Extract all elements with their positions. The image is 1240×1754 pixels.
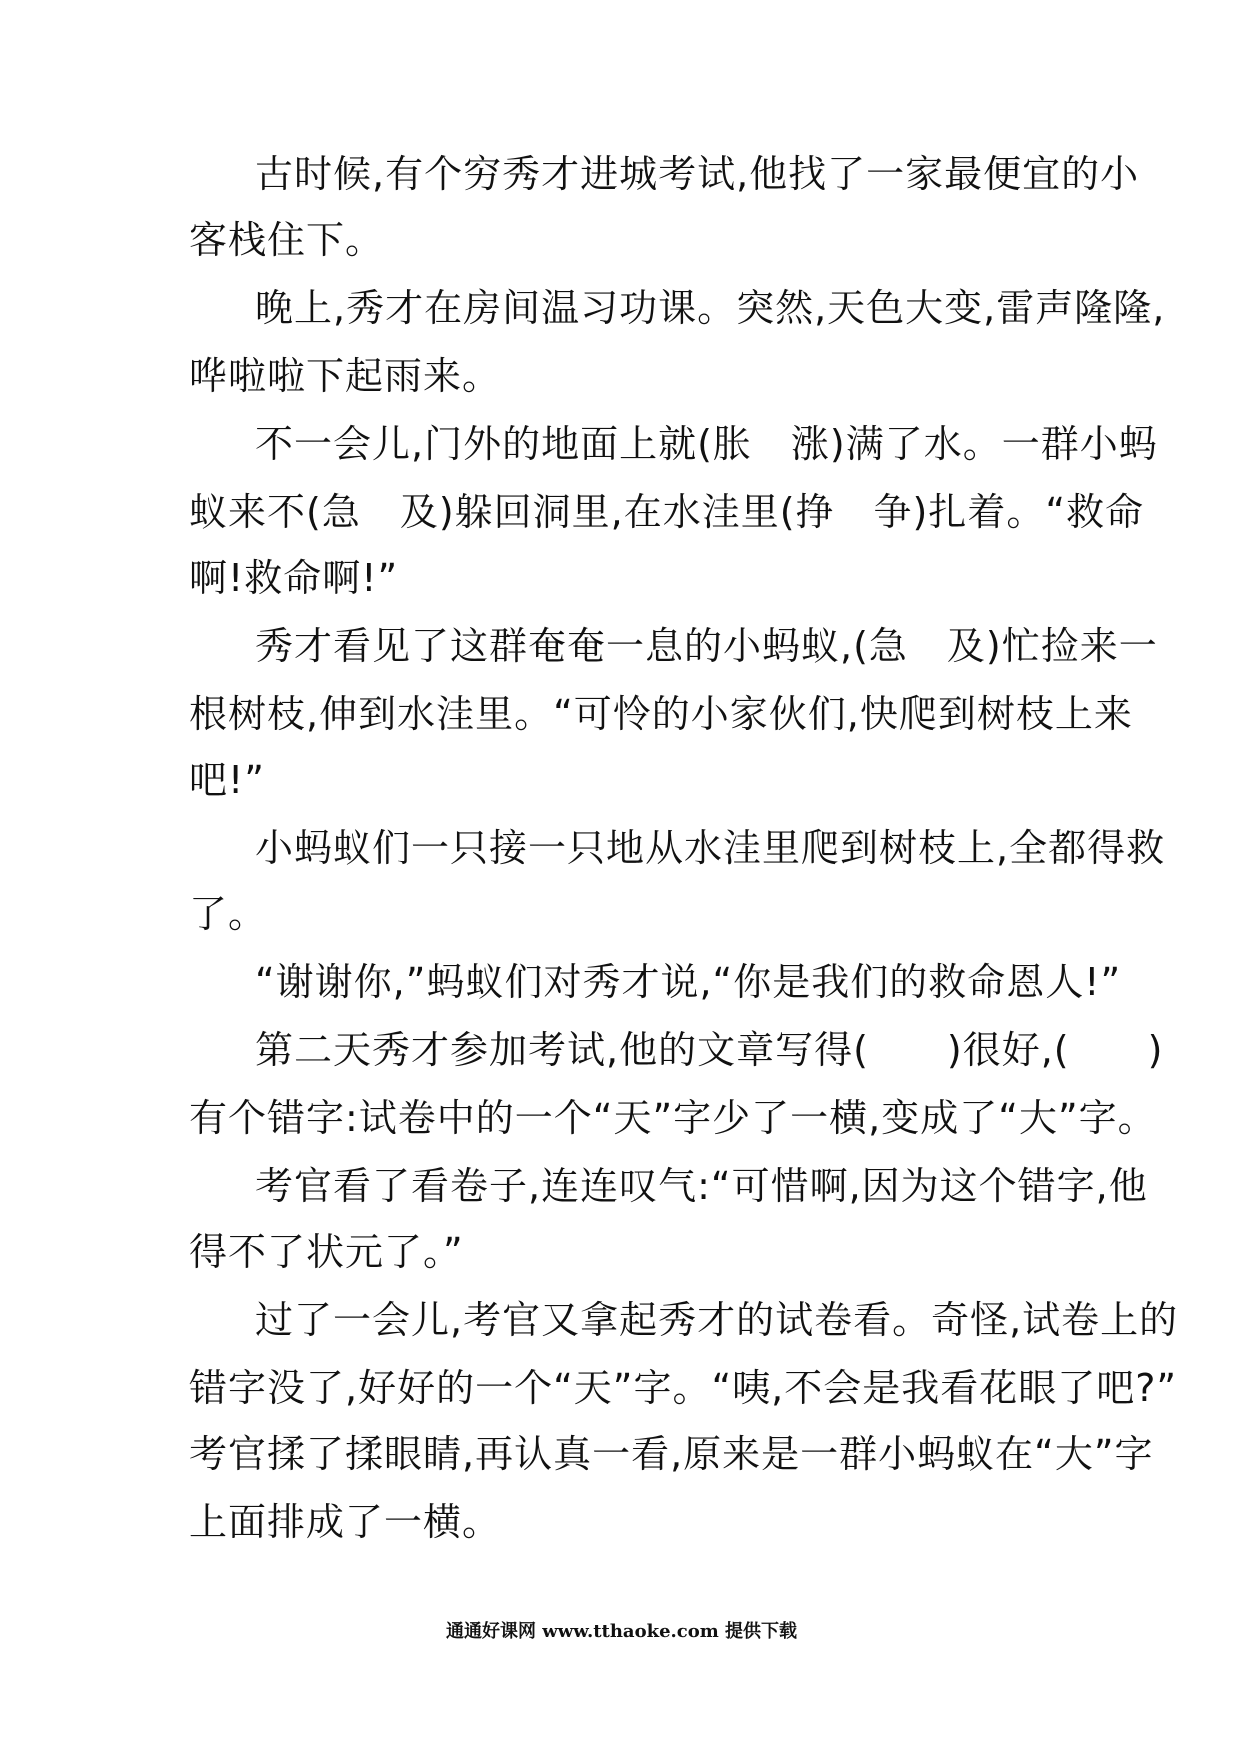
text-line: 考官看了看卷子,连连叹气:“可惜啊,因为这个错字,他 [255, 1164, 1148, 1208]
text-line: 有个错字:试卷中的一个“天”字少了一横,变成了“大”字。 [189, 1096, 1157, 1140]
text-line: 吧!” [189, 758, 265, 802]
text-line: 晚上,秀才在房间温习功课。突然,天色大变,雷声隆隆, [255, 286, 1166, 330]
text-line: 得不了状元了。” [189, 1230, 464, 1274]
text-line: “谢谢你,”蚂蚁们对秀才说,“你是我们的救命恩人!” [255, 960, 1122, 1004]
text-line: 错字没了,好好的一个“天”字。“咦,不会是我看花眼了吧?” [189, 1366, 1178, 1410]
text-line: 考官揉了揉眼睛,再认真一看,原来是一群小蚂蚁在“大”字 [189, 1432, 1154, 1476]
text-line: 了。 [189, 892, 268, 936]
text-line: 上面排成了一横。 [189, 1500, 502, 1544]
text-line: 第二天秀才参加考试,他的文章写得( )很好,( ) [255, 1028, 1164, 1072]
text-line: 啊!救命啊!” [189, 556, 399, 600]
text-line: 秀才看见了这群奄奄一息的小蚂蚁,(急 及)忙捡来一 [255, 624, 1158, 668]
text-line: 小蚂蚁们一只接一只地从水洼里爬到树枝上,全都得救 [255, 826, 1166, 870]
footer-download-text: 通通好课网 www.tthaoke.com 提供下载 [446, 1621, 798, 1642]
text-line: 哗啦啦下起雨来。 [189, 354, 502, 398]
text-line: 根树枝,伸到水洼里。“可怜的小家伙们,快爬到树枝上来 [189, 692, 1133, 736]
text-line: 蚁来不(急 及)躲回洞里,在水洼里(挣 争)扎着。“救命 [189, 490, 1145, 534]
text-line: 古时候,有个穷秀才进城考试,他找了一家最便宜的小 [255, 152, 1140, 196]
text-line: 不一会儿,门外的地面上就(胀 涨)满了水。一群小蚂 [255, 422, 1158, 466]
text-line: 过了一会儿,考官又拿起秀才的试卷看。奇怪,试卷上的 [255, 1298, 1179, 1342]
text-line: 客栈住下。 [189, 218, 385, 262]
